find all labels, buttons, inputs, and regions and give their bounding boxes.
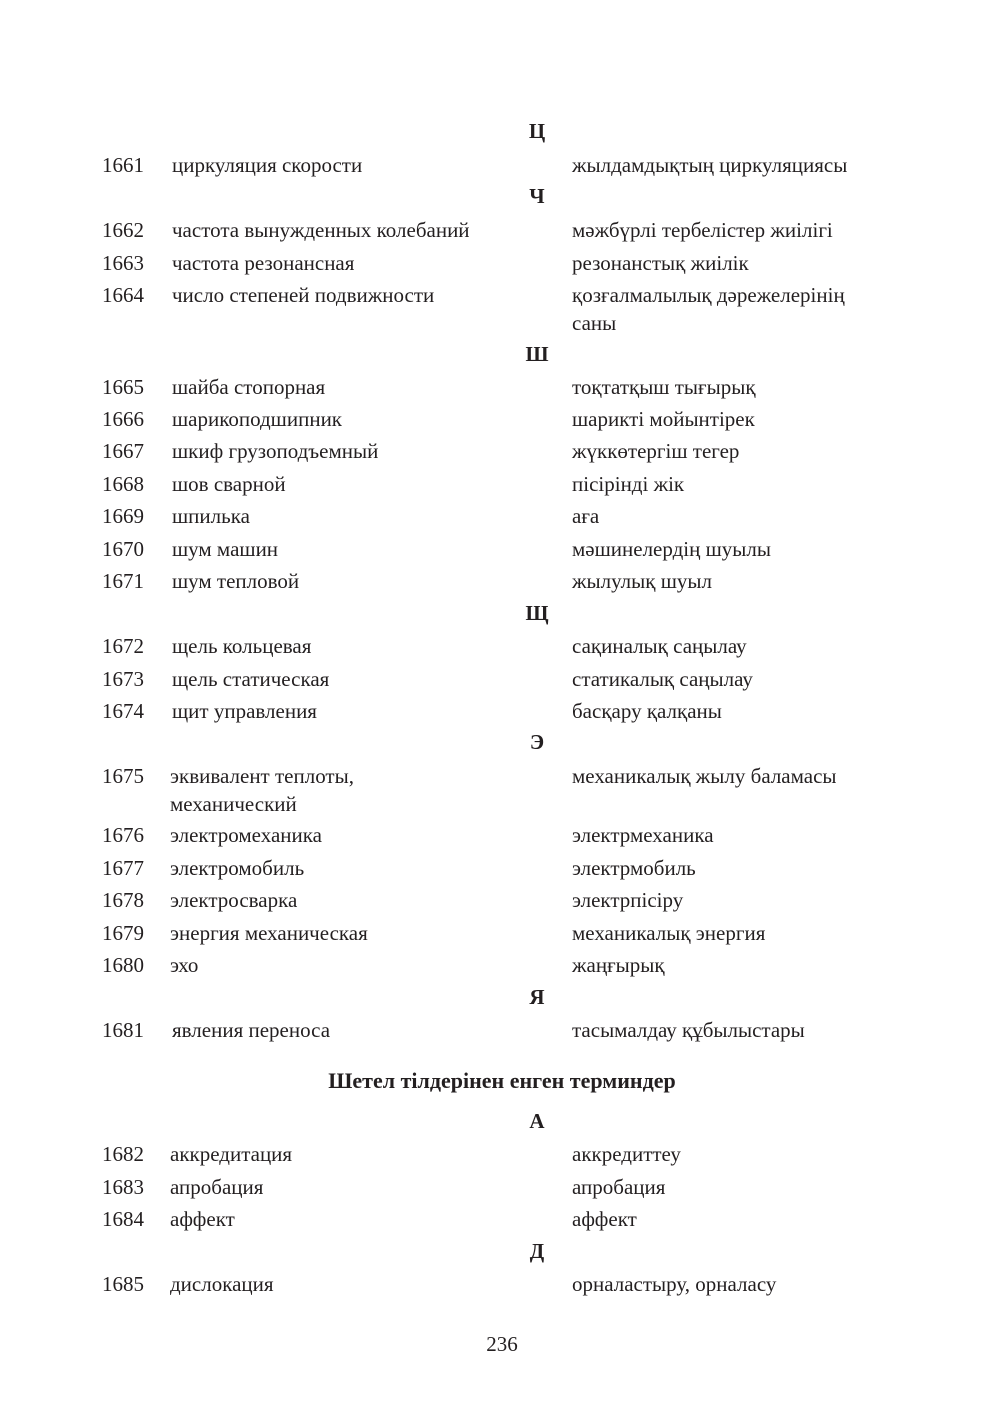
entry-russian: циркуляция скорости	[172, 153, 363, 177]
entry-kazakh: орналастыру, орналасу	[572, 1272, 777, 1296]
entry-kazakh: мәшинелердің шуылы	[572, 537, 771, 561]
entry-number: 1663	[102, 251, 144, 275]
entry-number: 1673	[102, 667, 144, 691]
entry-number: 1664	[102, 283, 144, 307]
entry-kazakh: механикалық энергия	[572, 921, 766, 945]
entry-kazakh: жүккөтергіш тегер	[572, 439, 740, 463]
section-letter: Ч	[529, 184, 545, 208]
entry-kazakh: жаңғырық	[572, 953, 665, 977]
entry-number: 1684	[102, 1207, 144, 1231]
entry-kazakh: сақиналық саңылау	[572, 634, 747, 658]
entry-russian: шкиф грузоподъемный	[172, 439, 379, 463]
entry-kazakh: мәжбүрлі тербелістер жиілігі	[572, 218, 833, 242]
page-number: 236	[486, 1332, 518, 1356]
entry-russian: шов сварной	[172, 472, 286, 496]
entry-russian: шайба стопорная	[172, 375, 326, 399]
entry-number: 1665	[102, 375, 144, 399]
entry-number: 1680	[102, 953, 144, 977]
entry-kazakh: апробация	[572, 1175, 666, 1199]
entry-russian: шарикоподшипник	[172, 407, 343, 431]
entry-number: 1672	[102, 634, 144, 658]
foreign-terms-heading: Шетел тілдерінен енген терминдер	[328, 1068, 676, 1093]
entry-kazakh: пісірінді жік	[572, 472, 685, 496]
entry-russian: электромобиль	[170, 856, 305, 880]
entry-russian: электромеханика	[170, 823, 322, 847]
entry-russian: щит управления	[172, 699, 317, 723]
entry-russian: частота резонансная	[172, 251, 355, 275]
entry-kazakh: жылдамдықтың циркуляциясы	[572, 153, 848, 177]
entry-number: 1683	[102, 1175, 144, 1199]
entry-number: 1679	[102, 921, 144, 945]
entry-kazakh: аккредиттеу	[572, 1142, 681, 1166]
entry-number: 1681	[102, 1018, 144, 1042]
entry-kazakh: электрпісіру	[572, 888, 684, 912]
entry-russian: щель статическая	[172, 667, 330, 691]
entry-russian: дислокация	[170, 1272, 274, 1296]
entry-number: 1661	[102, 153, 144, 177]
entry-russian: аффект	[170, 1207, 235, 1231]
entry-russian: эхо	[170, 953, 199, 977]
entry-number: 1668	[102, 472, 144, 496]
entry-kazakh: тасымалдау құбылыстары	[572, 1018, 805, 1042]
entry-kazakh: жылулық шуыл	[572, 569, 712, 593]
entry-kazakh: электрмобиль	[572, 856, 696, 880]
entry-russian: энергия механическая	[170, 921, 368, 945]
entry-kazakh: тоқтатқыш тығырық	[572, 375, 756, 399]
entry-russian: шум тепловой	[172, 569, 300, 593]
entry-russian: апробация	[170, 1175, 264, 1199]
section-letter: Щ	[525, 601, 549, 625]
entry-russian: шпилька	[172, 504, 250, 528]
section-letter: Я	[529, 985, 545, 1009]
section-letter: Д	[529, 1239, 545, 1263]
section-letter: Ц	[528, 119, 546, 143]
entry-kazakh: аға	[572, 504, 600, 528]
entry-kazakh: шарикті мойынтірек	[572, 407, 755, 431]
entry-kazakh: резонанстық жиілік	[572, 251, 749, 275]
entry-russian: электросварка	[170, 888, 298, 912]
section-letter: Э	[529, 730, 545, 754]
entry-number: 1670	[102, 537, 144, 561]
entry-number: 1662	[102, 218, 144, 242]
entry-number: 1676	[102, 823, 144, 847]
entry-number: 1671	[102, 569, 144, 593]
entry-number: 1667	[102, 439, 144, 463]
entry-number: 1675	[102, 764, 144, 788]
section-letter: Ш	[525, 342, 549, 366]
entry-kazakh: статикалық саңылау	[572, 667, 753, 691]
entry-kazakh: электрмеханика	[572, 823, 714, 847]
entry-russian: щель кольцевая	[172, 634, 312, 658]
entry-russian: эквивалент теплоты, механический	[170, 764, 354, 816]
entry-number: 1669	[102, 504, 144, 528]
entry-number: 1666	[102, 407, 144, 431]
section-letter: А	[529, 1109, 545, 1133]
entry-number: 1678	[102, 888, 144, 912]
entry-russian: число степеней подвижности	[172, 283, 435, 307]
entry-russian: явления переноса	[172, 1018, 331, 1042]
entry-number: 1685	[102, 1272, 144, 1296]
entry-russian: частота вынужденных колебаний	[172, 218, 470, 242]
entry-kazakh: қозғалмалылық дәрежелерінің саны	[572, 283, 845, 335]
entry-russian: аккредитация	[170, 1142, 293, 1166]
entry-number: 1682	[102, 1142, 144, 1166]
entry-russian: шум машин	[172, 537, 279, 561]
entry-kazakh: аффект	[572, 1207, 637, 1231]
entry-kazakh: механикалық жылу баламасы	[572, 764, 837, 788]
entry-number: 1677	[102, 856, 144, 880]
entry-kazakh: басқару қалқаны	[572, 699, 722, 723]
entry-number: 1674	[102, 699, 144, 723]
